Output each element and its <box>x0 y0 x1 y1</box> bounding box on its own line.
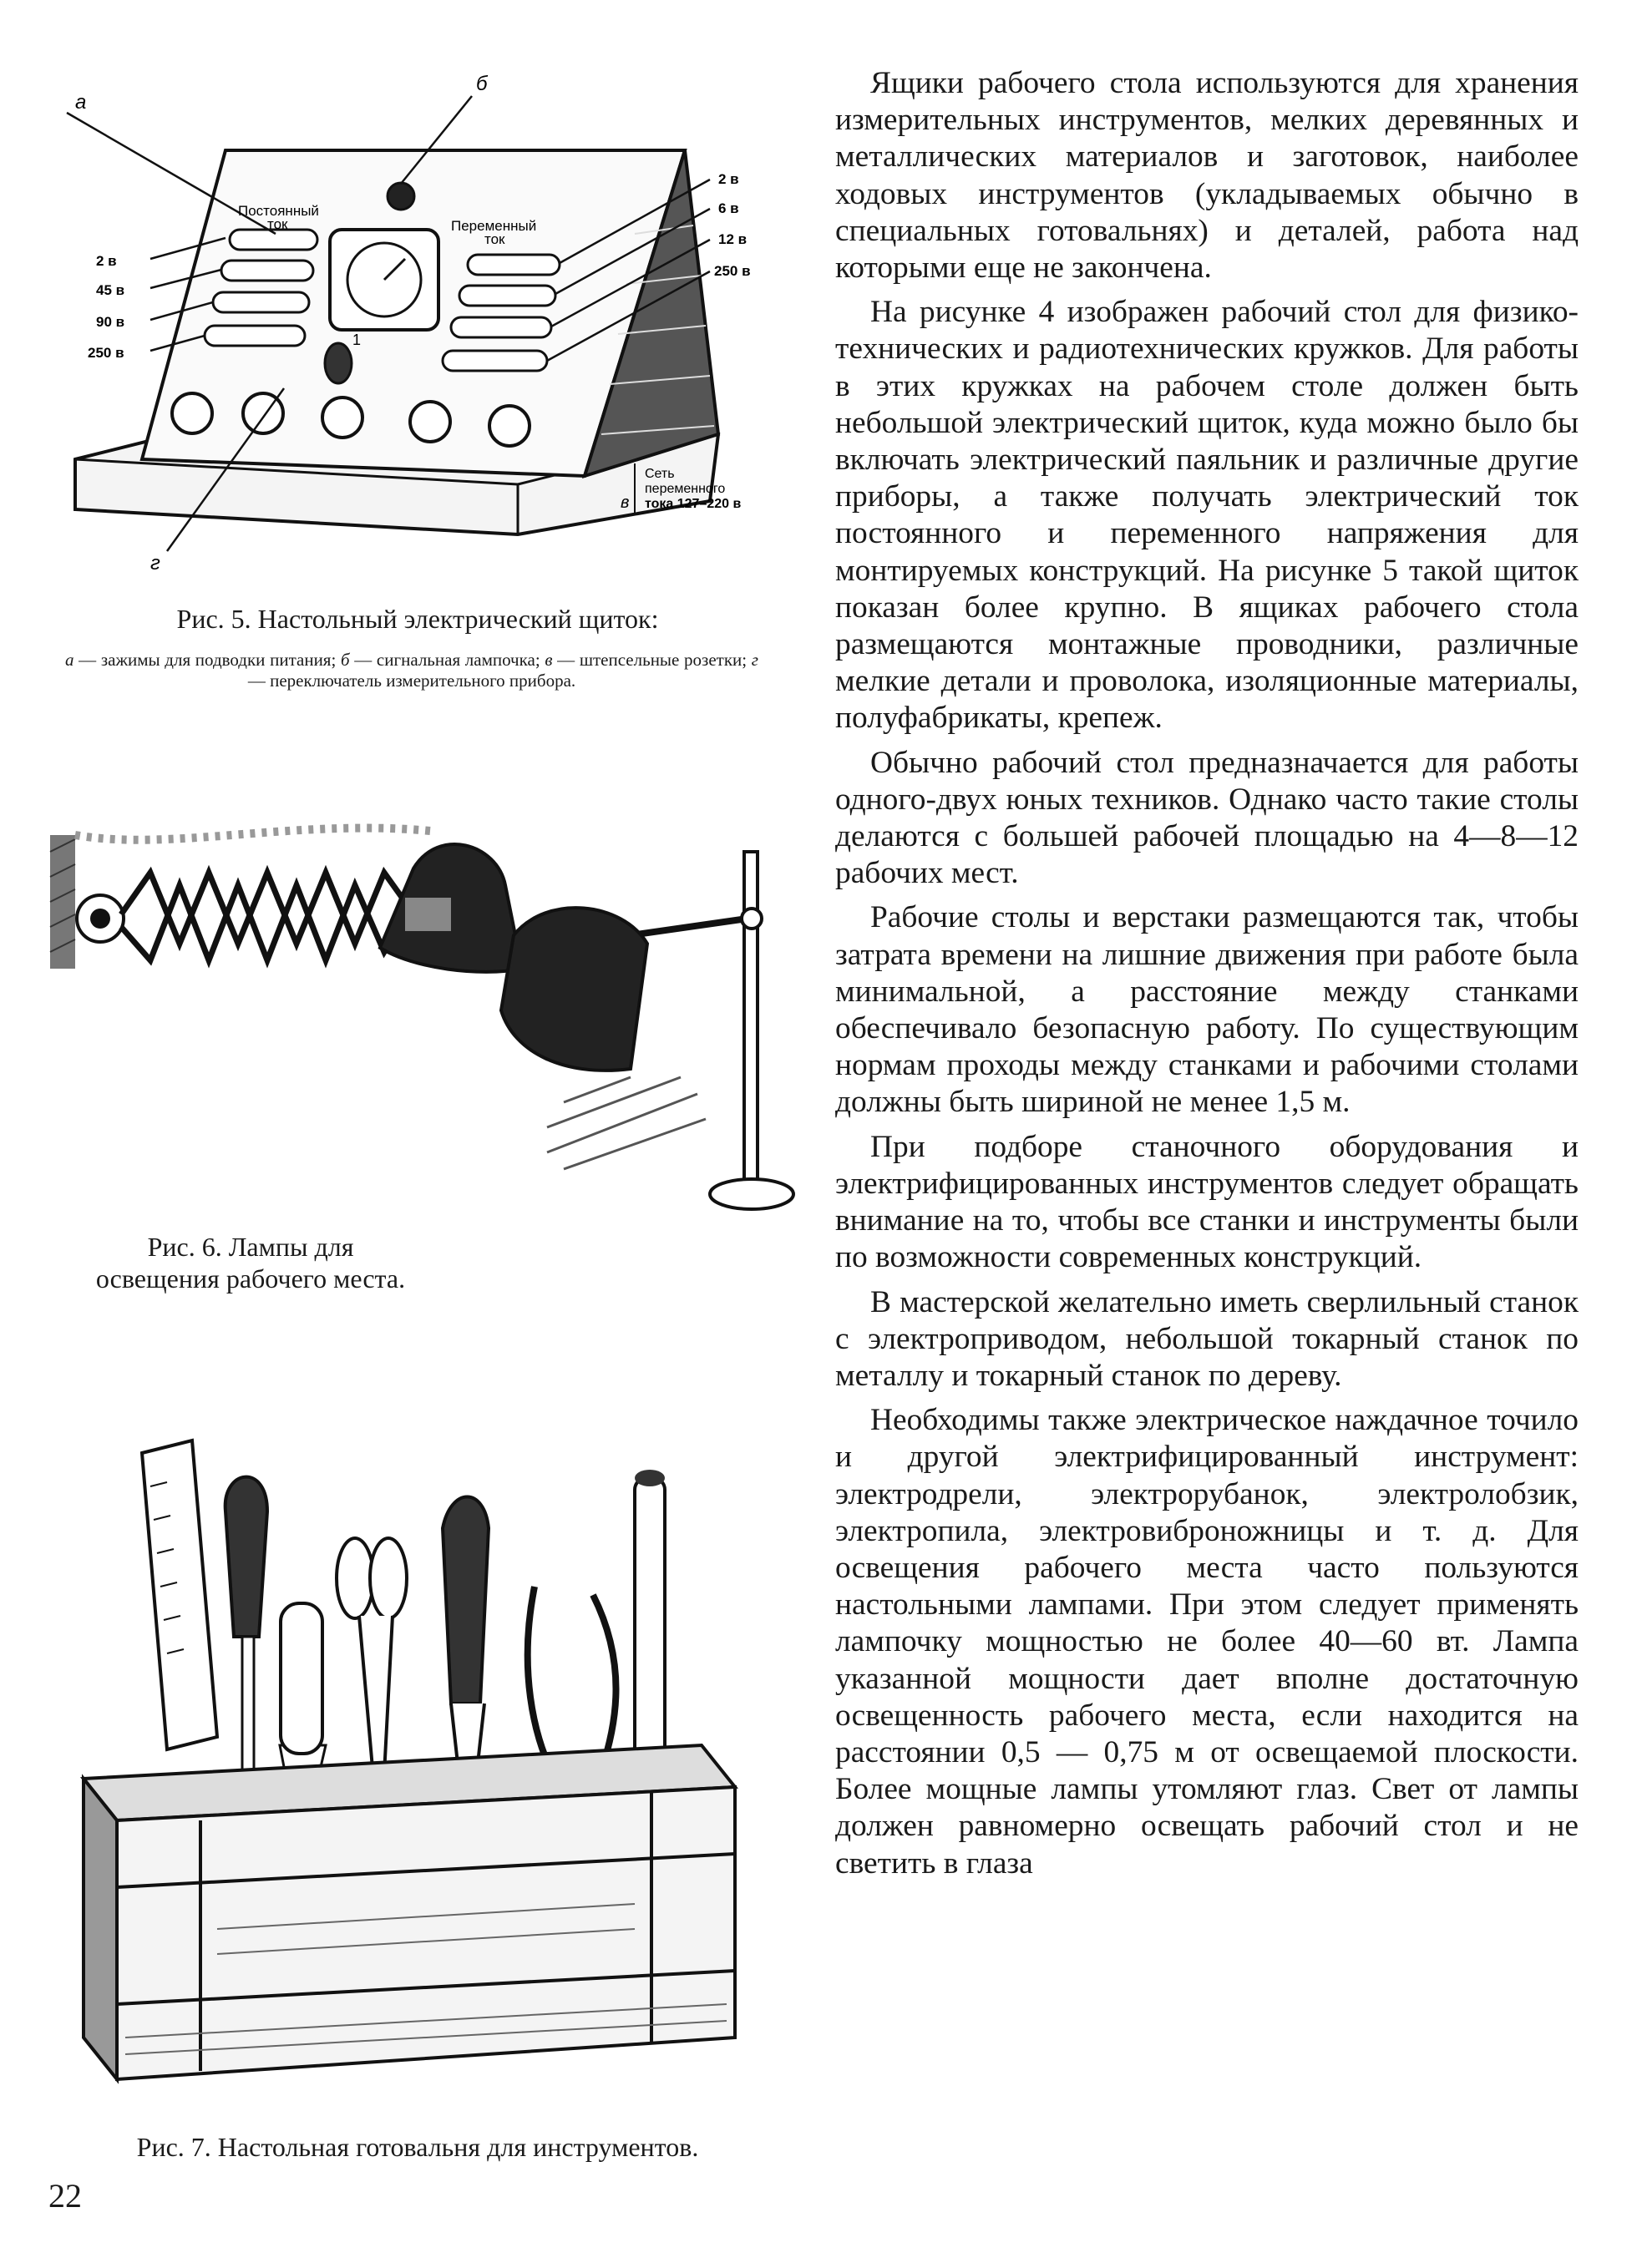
label-2v-left: 2 в <box>96 253 117 269</box>
figure-6-lamps <box>46 802 798 1236</box>
page-number: 22 <box>48 2177 82 2215</box>
legend-key-b: б <box>340 650 350 670</box>
legend-text-a: — зажимы для подводки питания; <box>73 650 341 670</box>
label-v: в <box>621 494 630 512</box>
label-250v-right: 250 в <box>714 263 751 279</box>
paragraph-6: В мастерской желательно иметь сверлильный станок с электроприводом, небольшой токарный станок по металлу и токарный станок по дереву. <box>835 1284 1579 1393</box>
legend-key-v: в <box>545 650 553 670</box>
figure-5-electric-panel <box>50 67 785 585</box>
label-45v: 45 в <box>96 282 125 298</box>
figure-7-caption: Рис. 7. Настольная готовальня для инструментов. <box>136 2132 699 2162</box>
paragraph-1: Ящики рабочего стола используются для хранения измерительных инструментов, мелких деревянных и металлических материалов и заготовок, наиболее ходовых инструментов (укладываемых обычно в специальных готовальнях) и деталей, работа над которыми еще не закончена. <box>835 66 1579 286</box>
label-250v-left: 250 в <box>88 345 124 361</box>
figure-5-caption: Рис. 5. Настольный электрический щиток: <box>176 604 659 634</box>
paragraph-4: Рабочие столы и верстаки размещаются так, чтобы затрата времени на лишние движения при работе была минимальной, а расстояние между станками обеспечивало безопасную работу. По существующим нормам проходы между станками и рабочими столами должны быть шириной не менее 1,5 м. <box>835 900 1579 1120</box>
label-ac2: ток <box>484 231 505 247</box>
label-net-1: Сеть <box>645 467 675 481</box>
figure-5-legend <box>65 650 758 691</box>
label-ac: Переменный <box>451 218 537 234</box>
legend-key-a: а <box>65 650 74 670</box>
paragraph-5: При подборе станочного оборудования и электрифицированных инструментов следует обращать внимание на то, чтобы все станки и инструменты были по возможности современных конструкций. <box>835 1129 1579 1275</box>
label-12v: 12 в <box>718 231 748 247</box>
label-a: а <box>75 91 87 114</box>
label-dc: Постоянный <box>238 203 319 219</box>
paragraph-3: Обычно рабочий стол предназначается для работы одного-двух юных техников. Однако часто такие столы делаются с большей рабочей площадью на 4—8—12 рабочих мест. <box>835 745 1579 891</box>
label-1: 1 <box>352 332 362 348</box>
figure-6-caption-line-2: освещения рабочего места. <box>95 1263 406 1293</box>
label-net-3: тока 127–220 в <box>645 497 742 511</box>
label-dc2: ток <box>267 216 288 232</box>
legend-text-v: — штепсельные розетки; <box>552 650 752 670</box>
label-90v: 90 в <box>96 314 125 330</box>
legend-text-g: — переключатель измерительного прибора. <box>247 671 576 691</box>
figure-6-caption-line-1: Рис. 6. Лампы для <box>147 1232 354 1262</box>
label-net-2: переменного <box>645 482 726 496</box>
paragraph-2: На рисунке 4 изображен рабочий стол для физико-технических и радиотехнических кружков. Для работы в этих кружках на рабочем столе должен быть небольшой электрический щиток, куда можно было бы включать электрический паяльник и различные другие приборы, а также получать электрический ток постоянного и переменного напряжения для монтируемых конструкций. На рисунке 5 такой щиток показан более крупно. В ящиках рабочего стола размещаются монтажные проводники, различные мелкие детали и проволока, изоляционные материалы, полуфабрикаты, крепеж. <box>835 295 1579 736</box>
label-6v: 6 в <box>718 200 739 216</box>
label-2v-right: 2 в <box>718 171 739 187</box>
label-g: г <box>150 552 160 575</box>
figure-7-tool-case <box>50 1420 785 2104</box>
body-text-column <box>835 65 1579 1890</box>
legend-text-b: — сигнальная лампочка; <box>349 650 545 670</box>
legend-key-g: г <box>751 650 758 670</box>
label-b: б <box>476 73 488 95</box>
paragraph-7: Необходимы также электрическое наждачное точило и другой электрифицированный инструмент: электродрели, электрорубанок, электролобзик, электропила, электровиброножницы и т. д. Для освещения рабочего места часто пользуются настольными лампами. При этом следует применять лампочку мощностью не более 40—60 вт. Лампа указанной мощности дает вполне достаточную освещенность рабочего места, если находится на расстоянии 0,5 — 0,75 м от освещаемой плоскости. Более мощные лампы утомляют глаз. Свет от лампы должен равномерно освещать рабочий стол и не светить в глаза <box>835 1403 1579 1881</box>
